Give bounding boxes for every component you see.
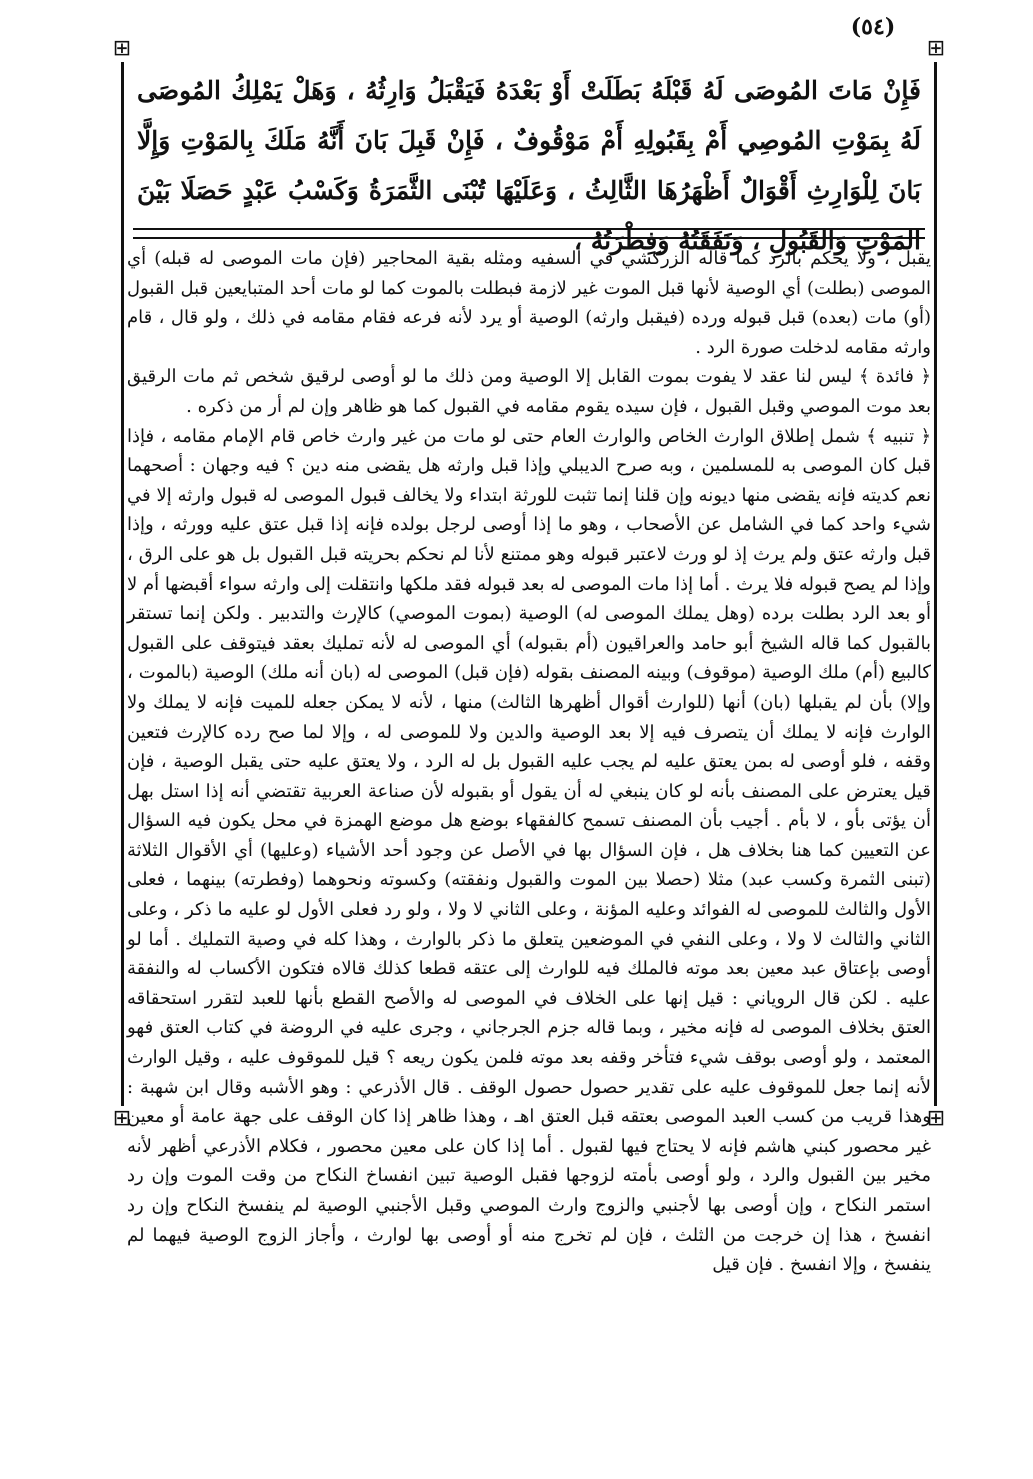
corner-ornament-icon: ⊞ <box>109 1106 135 1132</box>
section-divider <box>133 228 925 239</box>
frame-rule-right <box>934 48 937 1120</box>
page-number: (٥٤) <box>850 14 896 40</box>
corner-ornament-icon: ⊞ <box>923 1106 949 1132</box>
matn-paragraph: فَإِنْ مَاتَ المُوصَى لَهُ قَبْلَهُ بَطَلَتْ أَوْ بَعْدَهُ فَيَقْبَلُ وَارِثُهُ ، وَهَلْ يَمْلِكُ المُوصَى لَهُ بِمَوْتِ المُوصِي أَمْ بِقَبُولِهِ أَمْ مَوْقُوفٌ ، فَإِنْ قَبِلَ بَانَ أَنَّهُ مَلَكَ بِالمَوْتِ وَإِلَّا بَانَ لِلْوَارِثِ أَقْوَالٌ أَظْهَرُهَا الثَّالِثُ ، وَعَلَيْهَا تُبْنَى الثَّمَرَةُ وَكَسْبُ عَبْدٍ حَصَلَا بَيْنَ المَوْتِ وَالقَبُولِ ، وَنَفَقَتُهُ وَفِطْرَتُهُ ، <box>137 76 921 255</box>
commentary-paragraph: يقبل ، ولا يحكم بالرد كما قاله الزركشي في السفيه ومثله بقية المحاجير (فإن مات الموصى له قبله) أي الموصى (بطلت) أي الوصية لأنها قبل الموت غير لازمة فبطلت بالموت كما لو مات أحد المتبايعين قبل القبول (أو) مات (بعده) قبل قبوله ورده (فيقبل وارثه) الوصية أو يرد لأنه فرعه فقام مقامه في ذلك ، ولو قال ، قام وارثه مقامه لدخلت صورة الرد . <box>127 248 931 358</box>
commentary-note-faida: ﴿ فائدة ﴾ ليس لنا عقد لا يفوت بموت القابل إلا الوصية ومن ذلك ما لو أوصى لرقيق شخص ثم مات الرقيق بعد موت الموصي وقبل القبول ، فإن سيده يقوم مقامه في القبول كما هو ظاهر وإن لم أر من ذكره . <box>127 366 931 417</box>
frame-rule-left <box>121 48 124 1120</box>
commentary-note-tanbih: ﴿ تنبيه ﴾ شمل إطلاق الوارث الخاص والوارث العام حتى لو مات من غير وارث خاص قام الإمام مقامه ، فإذا قبل كان الموصى به للمسلمين ، وبه صرح الديبلي وإذا قبل وارثه هل يقضى منه دين ؟ فيه وجهان : أصحهما نعم كديته فإنه يقضى منها ديونه وإن قلنا إنما تثبت للورثة ابتداء ولا يخالف قبول الموصى له قبول وارثه إلا في شيء واحد كما في الشامل عن الأصحاب ، وهو ما إذا أوصى لرجل بولده فإنه إذا قبل عتق عليه وورثه ، وإذا قبل وارثه عتق ولم يرث إذ لو ورث لاعتبر قبوله وهو ممتنع لأنا لم نحكم بحريته قبل القبول بل هو على الرق ، وإذا لم يصح قبوله فلا يرث . أما إذا مات الموصى له بعد قبوله فقد ملكها وانتقلت إلى وارثه سواء أقبضها أم لا أو بعد الرد بطلت برده (وهل يملك الموصى له) الوصية (بموت الموصي) كالإرث والتدبير . ولكن إنما تستقر بالقبول كما قاله الشيخ أبو حامد والعراقيون (أم بقبوله) أي الموصى له لأنه تمليك بعقد فيتوقف على القبول كالبيع (أم) ملك الوصية (موقوف) وبينه المصنف بقوله (فإن قبل) الموصى له (بان أنه ملك) الوصية (بالموت ، وإلا) بأن لم يقبلها (بان) أنها (للوارث أقوال أظهرها الثالث) منها ، لأنه لا يمكن جعله للميت فإنه لا يملك ولا الوارث فإنه لا يملك أن يتصرف فيه إلا بعد الوصية والدين ولا للموصى له ، وإلا لما صح رده كالإرث فتعين وقفه ، فلو أوصى له بمن يعتق عليه لم يجب عليه القبول بل له الرد ، ولا يعتق عليه حتى يقبل الوصية ، فإن قيل يعترض على المصنف بأنه لو كان ينبغي له أن يقول أو بقبوله لأن صناعة العربية تقتضي أنه إذا استل بهل أن يؤتى بأو ، لا بأم . أجيب بأن المصنف تسمح كالفقهاء بوضع هل موضع الهمزة في محل يكون فيه السؤال عن التعيين كما هنا بخلاف هل ، فإن السؤال بها في الأصل عن وجود أحد الأشياء (وعليها) أي الأقوال الثلاثة (تبنى الثمرة وكسب عبد) مثلا (حصلا بين الموت والقبول ونفقته) وكسوته ونحوهما (وفطرته) بينهما ، فعلى الأول والثالث للموصى له الفوائد وعليه المؤنة ، وعلى الثاني لا ولا ، ولو رد فعلى الأول لو عليه ما ذكر ، وعلى الثاني والثالث لا ولا ، وعلى النفي في الموضعين يتعلق ما ذكر بالوارث ، وهذا كله في وصية التمليك . أما لو أوصى بإعتاق عبد معين بعد موته فالملك فيه للوارث إلى عتقه قطعا كذلك قالاه فتكون الأكساب له والنفقة عليه . لكن قال الروياني : قيل إنها على الخلاف في الموصى له والأصح القطع بأنها للعبد لتقرر استحقاقه العتق بخلاف الموصى له فإنه مخير ، وبما قاله جزم الجرجاني ، وجرى عليه في الروضة في كتاب العتق فهو المعتمد ، ولو أوصى بوقف شيء فتأخر وقفه بعد موته فلمن يكون ريعه ؟ قيل للموقوف عليه ، وقيل الوارث لأنه إنما جعل للموقوف عليه على تقدير حصول حصول الوقف . قال الأذرعي : وهو الأشبه وقال ابن شهبة : وهذا قريب من كسب العبد الموصى بعتقه قبل العتق اهـ ، وهذا ظاهر إذا كان الوقف على جهة عامة أو معين غير محصور كبني هاشم فإنه لا يحتاج فيها لقبول . أما إذا كان على معين محصور ، فكلام الأذرعي أظهر لأنه مخير بين القبول والرد ، ولو أوصى بأمته لزوجها فقبل الوصية تبين انفساخ النكاح من وقت الموت وإن رد استمر النكاح ، وإن أوصى بها لأجنبي والزوج وارث الموصي وقبل الأجنبي الوصية لم ينفسخ النكاح وإن رد انفسخ ، هذا إن خرجت من الثلث ، فإن لم تخرج منه أو أوصى بها لوارث ، وأجاز الزوج الوصية فيهما لم ينفسخ ، وإلا انفسخ . فإن قيل <box>127 425 931 1276</box>
corner-ornament-icon: ⊞ <box>923 36 949 62</box>
sharh-commentary <box>127 244 931 1280</box>
corner-ornament-icon: ⊞ <box>109 36 135 62</box>
page-frame <box>112 36 946 1276</box>
